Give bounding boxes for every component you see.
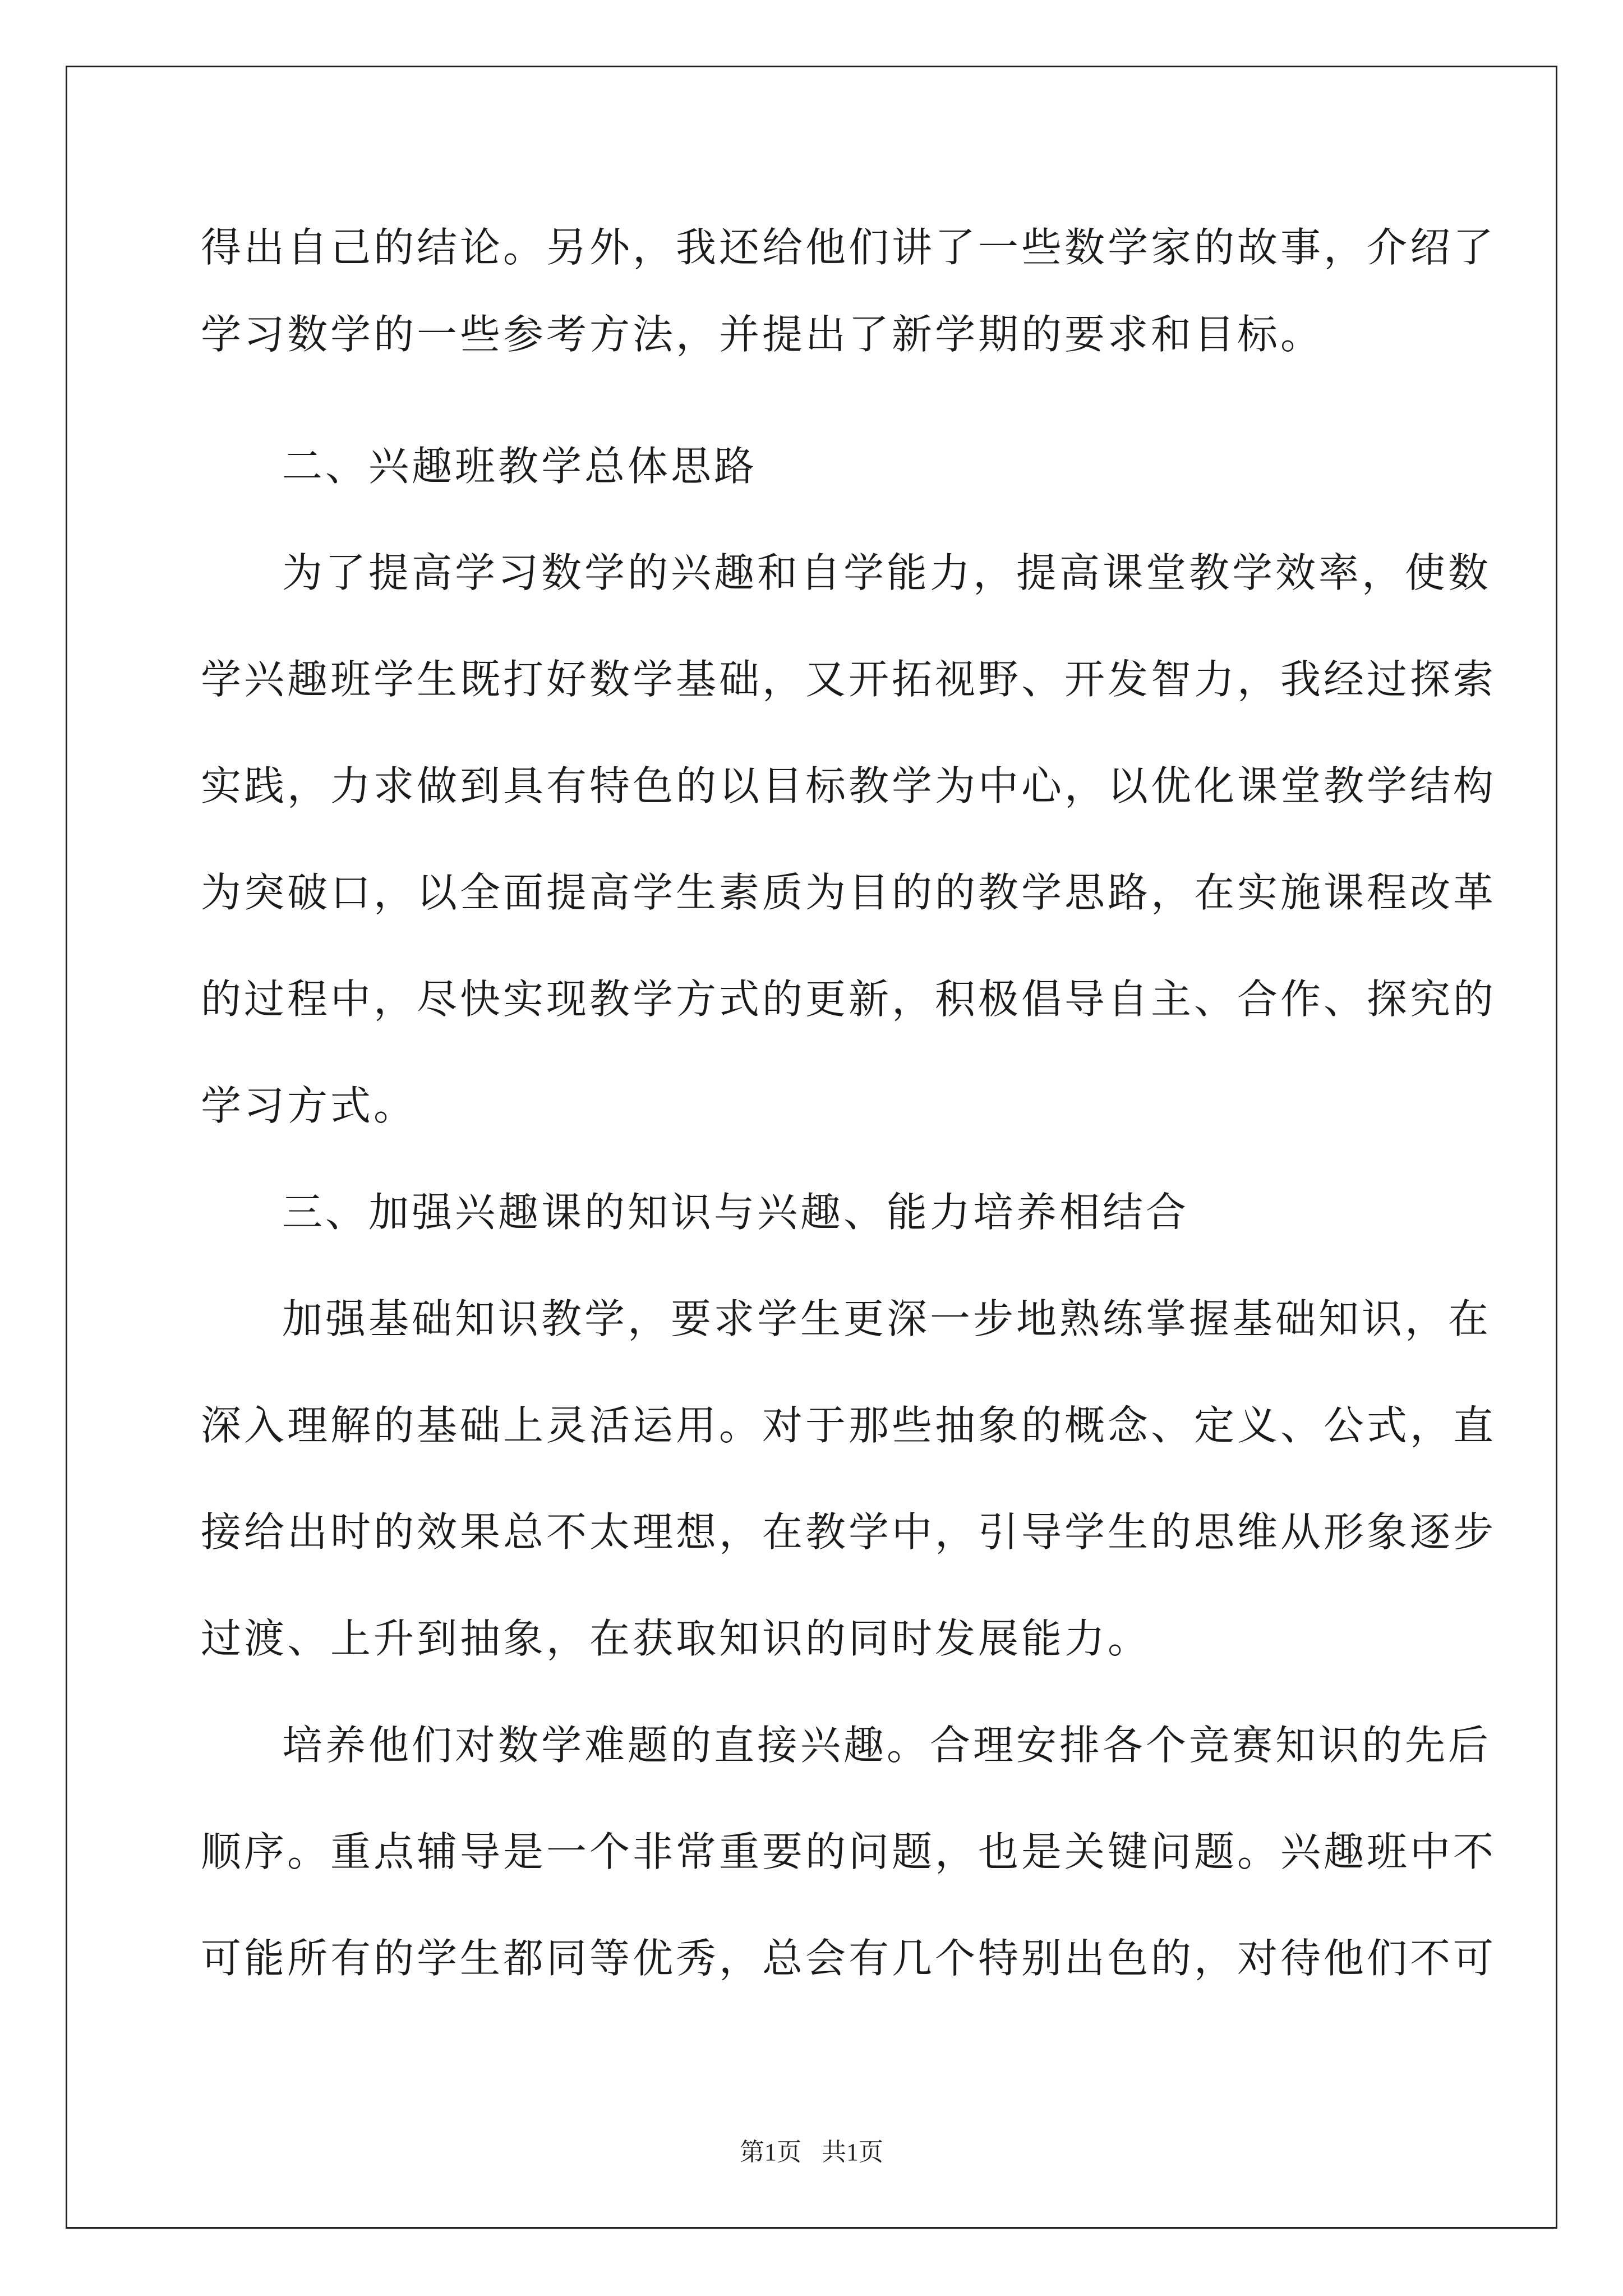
paragraph-line: 为了提高学习数学的兴趣和自学能力，提高课堂教学效率，使数 — [282, 549, 1492, 596]
paragraph-line: 过渡、上升到抽象，在获取知识的同时发展能力。 — [201, 1615, 1151, 1662]
paragraph-line: 接给出时的效果总不太理想，在教学中，引导学生的思维从形象逐步 — [201, 1508, 1497, 1556]
page-total: 共1页 — [822, 2138, 883, 2166]
page-border — [66, 66, 1557, 2229]
paragraph-line: 的过程中，尽快实现教学方式的更新，积极倡导自主、合作、探究的 — [201, 976, 1497, 1023]
page-footer — [0, 2132, 1623, 2168]
paragraph-line: 深入理解的基础上灵活运用。对于那些抽象的概念、定义、公式，直 — [201, 1402, 1497, 1449]
paragraph-line: 得出自己的结论。另外，我还给他们讲了一些数学家的故事，介绍了 — [201, 224, 1497, 271]
paragraph-line: 学习方式。 — [201, 1082, 417, 1129]
page-number: 第1页 — [740, 2138, 801, 2166]
paragraph-line: 可能所有的学生都同等优秀，总会有几个特别出色的，对待他们不可 — [201, 1935, 1497, 1982]
section-heading: 三、加强兴趣课的知识与兴趣、能力培养相结合 — [282, 1189, 1189, 1236]
paragraph-line: 学习数学的一些参考方法，并提出了新学期的要求和目标。 — [201, 311, 1324, 358]
paragraph-line: 为突破口，以全面提高学生素质为目的的教学思路，在实施课程改革 — [201, 869, 1497, 916]
paragraph-line: 加强基础知识教学，要求学生更深一步地熟练掌握基础知识，在 — [282, 1295, 1492, 1342]
paragraph-line: 学兴趣班学生既打好数学基础，又开拓视野、开发智力，我经过探索 — [201, 656, 1497, 703]
paragraph-line: 培养他们对数学难题的直接兴趣。合理安排各个竞赛知识的先后 — [282, 1722, 1492, 1769]
paragraph-line: 顺序。重点辅导是一个非常重要的问题，也是关键问题。兴趣班中不 — [201, 1828, 1497, 1875]
section-heading: 二、兴趣班教学总体思路 — [282, 443, 758, 490]
paragraph-line: 实践，力求做到具有特色的以目标教学为中心，以优化课堂教学结构 — [201, 762, 1497, 809]
